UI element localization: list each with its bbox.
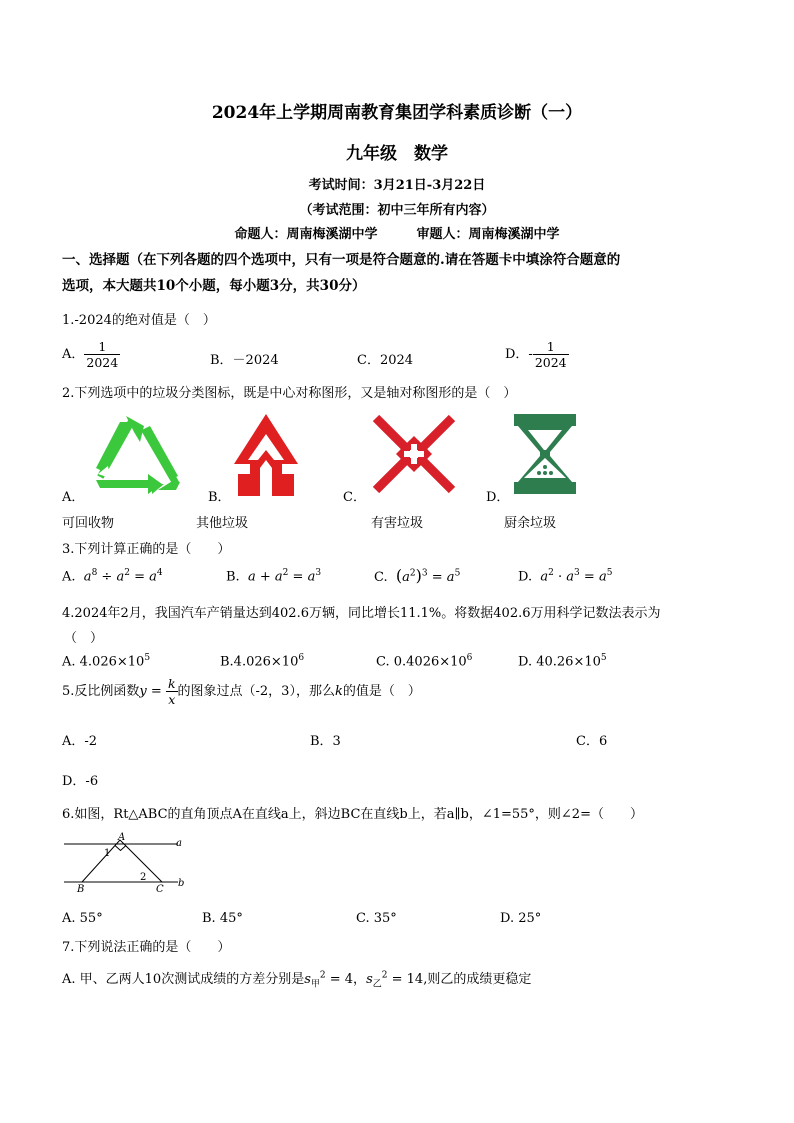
q3-b-label: B. bbox=[226, 569, 240, 585]
q6-label-b: b bbox=[178, 878, 185, 889]
q5-stem-post: 的图象过点（-2，3），那么 bbox=[177, 684, 335, 699]
q7-a-mid2: = 14,则乙的成绩更稳定 bbox=[391, 972, 532, 987]
q5-stem-end: 的值是（ ） bbox=[342, 684, 421, 699]
q5-option-d: D．-6 bbox=[62, 774, 99, 789]
q1-d-den: 2024 bbox=[534, 355, 567, 370]
q6-option-c: C. 35° bbox=[356, 911, 397, 926]
q4-d-exp: 5 bbox=[600, 653, 607, 663]
q6-angle-2: 2 bbox=[140, 872, 147, 883]
q4-b-exp: 6 bbox=[298, 653, 305, 663]
q7-a-pre: A. 甲、乙两人10次测试成绩的方差分别是 bbox=[62, 972, 305, 987]
q6-option-d: D. 25° bbox=[500, 911, 542, 926]
q1-d-label: D．- bbox=[505, 347, 533, 362]
q4-c-exp: 6 bbox=[466, 653, 473, 663]
q3-option-b: B. $a + a^2 = a^3$ bbox=[226, 568, 322, 585]
q1-a-den: 2024 bbox=[86, 355, 119, 370]
q2-caption-b: 其他垃圾 bbox=[196, 516, 249, 531]
other-waste-icon bbox=[232, 412, 300, 496]
q3-option-d: D. $a^2 \cdot a^3 = a^5$ bbox=[518, 568, 613, 585]
q6-label-A: A bbox=[118, 832, 126, 843]
q6-option-b: B. 45° bbox=[202, 911, 243, 926]
q4-option-a bbox=[62, 653, 150, 669]
q4-stem-line2: （ ） bbox=[64, 631, 104, 646]
q3-option-c: C. $(a^2)^3 = a^5$ bbox=[374, 566, 461, 585]
q4-option-d bbox=[518, 653, 607, 669]
q7-a-mid1: = 4， bbox=[329, 972, 367, 987]
q2-caption-a: 可回收物 bbox=[62, 516, 115, 531]
q7-sub-yi: 乙 bbox=[372, 979, 382, 990]
q3-option-a: A. $a^8 \div a^2 = a^4$ bbox=[62, 568, 163, 585]
q5-option-b: B．3 bbox=[310, 734, 341, 749]
q5-option-c: C．6 bbox=[576, 734, 608, 749]
q5-stem: 5.反比例函数y = $\frac{k}{x}$ 的图象过点（-2，3），那么k的值是（ ） bbox=[62, 676, 421, 707]
q1-a-num: 1 bbox=[84, 339, 120, 355]
q2-option-d: D． bbox=[486, 490, 510, 505]
q2-option-b: B． bbox=[208, 490, 231, 505]
q3-c-label: C. bbox=[374, 570, 388, 585]
recycle-icon bbox=[90, 414, 182, 496]
q1-stem: 1.-2024的绝对值是（ ） bbox=[62, 313, 216, 328]
q5-stem-pre: 5.反比例函数 bbox=[62, 684, 140, 699]
q1-option-b: B．－2024 bbox=[210, 353, 279, 368]
q1-option-a bbox=[62, 339, 120, 370]
q1-a-label: A． bbox=[62, 347, 85, 362]
q6-label-C: C bbox=[156, 884, 164, 894]
q1-d-num: 1 bbox=[533, 339, 569, 355]
exam-authors: 命题人：周南梅溪湖中学 审题人：周南梅溪湖中学 bbox=[234, 227, 560, 242]
q5-option-a: A．-2 bbox=[62, 734, 98, 749]
page-title: 2024年上学期周南教育集团学科素质诊断（一） bbox=[211, 103, 583, 123]
page-subtitle: 九年级 数学 bbox=[346, 144, 448, 164]
q3-a-label: A. bbox=[62, 569, 76, 585]
q2-option-a: A． bbox=[62, 490, 85, 505]
q4-d-base: D. 40.26×10 bbox=[518, 654, 601, 670]
q4-b-base: B.4.026×10 bbox=[220, 654, 299, 670]
q4-c-base: C. 0.4026×10 bbox=[376, 654, 467, 670]
q2-option-c: C． bbox=[343, 490, 366, 505]
q7-sub-jia: 甲 bbox=[310, 979, 320, 990]
q2-caption-d: 厨余垃圾 bbox=[504, 516, 557, 531]
q6-figure bbox=[60, 830, 200, 894]
q4-a-exp: 5 bbox=[144, 653, 151, 663]
q1-option-d bbox=[505, 339, 569, 370]
hazardous-waste-icon bbox=[372, 414, 456, 494]
q2-stem: 2.下列选项中的垃圾分类图标，既是中心对称图形，又是轴对称图形的是（ ） bbox=[62, 386, 517, 401]
q3-stem: 3.下列计算正确的是（ ） bbox=[62, 542, 231, 557]
q1-option-c: C．2024 bbox=[357, 353, 414, 368]
q4-a-base: A. 4.026×10 bbox=[62, 654, 145, 670]
q6-stem: 6.如图，Rt△ABC的直角顶点A在直线a上，斜边BC在直线b上，若a∥b，∠1=55°，则∠2=（ ） bbox=[62, 807, 643, 822]
q6-label-B: B bbox=[77, 884, 85, 894]
q7-option-a: A. 甲、乙两人10次测试成绩的方差分别是$s_甲^2 = 4$，$s_乙^2 = 14$,则乙的成绩更稳定 bbox=[62, 970, 532, 990]
exam-scope: （考试范围：初中三年所有内容） bbox=[299, 203, 495, 218]
kitchen-waste-icon bbox=[512, 412, 578, 496]
q4-option-c bbox=[376, 653, 472, 669]
q4-option-b bbox=[220, 653, 304, 669]
section-heading-line2: 选项，本大题共10个小题，每小题3分，共30分） bbox=[62, 278, 366, 294]
exam-time: 考试时间：3月21日-3月22日 bbox=[308, 178, 486, 193]
q6-angle-1: 1 bbox=[104, 848, 111, 859]
section-heading-line1: 一、选择题（在下列各题的四个选项中，只有一项是符合题意的.请在答题卡中填涂符合题意的 bbox=[62, 252, 621, 268]
q2-caption-c: 有害垃圾 bbox=[371, 516, 424, 531]
q4-stem-line1: 4.2024年2月，我国汽车产销量达到402.6万辆，同比增长11.1%。将数据402.6万用科学记数法表示为 bbox=[62, 606, 661, 621]
q6-option-a: A. 55° bbox=[62, 911, 103, 926]
q3-d-label: D. bbox=[518, 569, 533, 585]
q6-label-a: a bbox=[176, 838, 182, 849]
q7-stem: 7.下列说法正确的是（ ） bbox=[62, 940, 231, 955]
